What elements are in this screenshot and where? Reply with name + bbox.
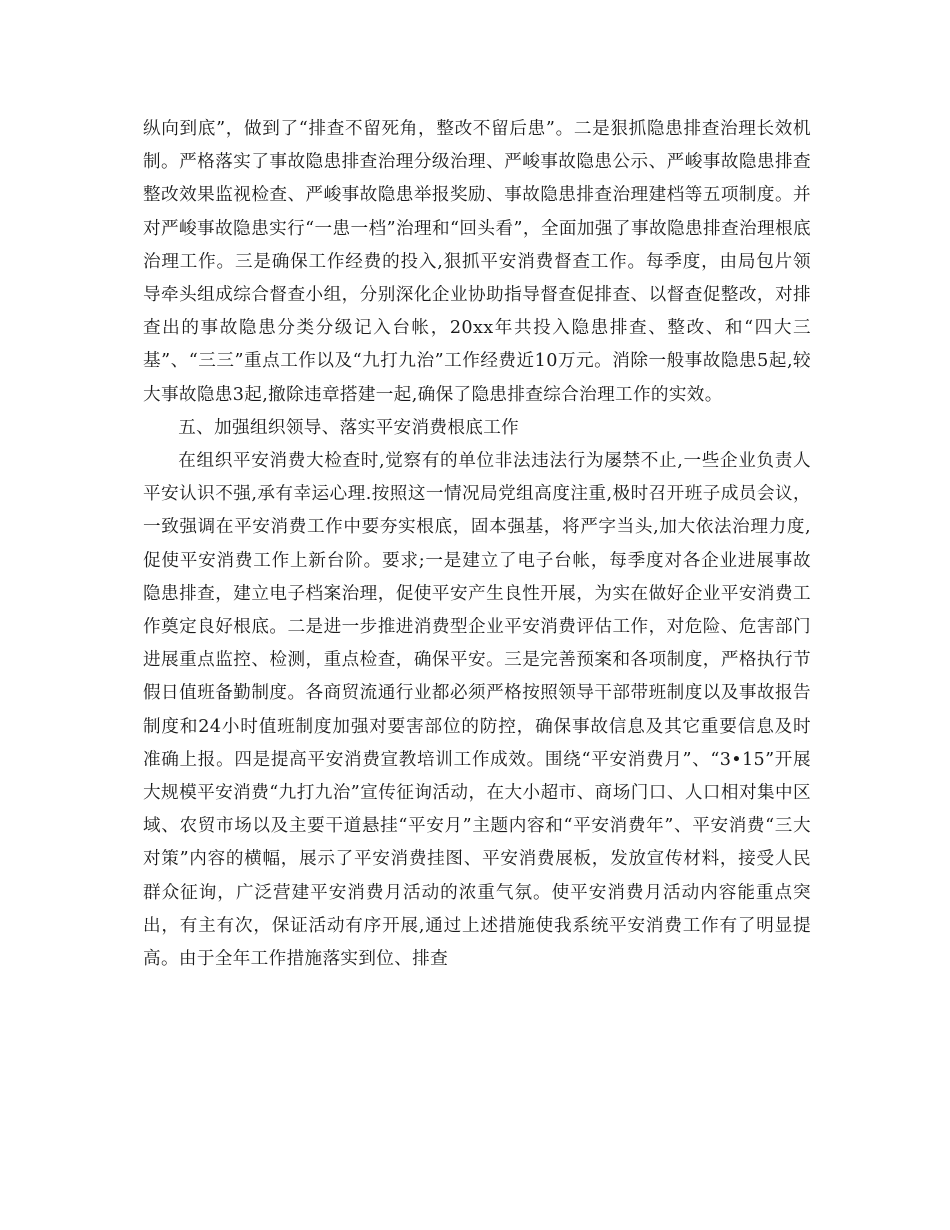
- body-paragraph-2: 在组织平安消费大检查时,觉察有的单位非法违法行为屡禁不止,一些企业负责人平安认识不强,承有幸运心理.按照这一情况局党组高度注重,极时召开班子成员会议，一致强调在平安消费工作中要夯实根底，固本强基，将严字当头,加大依法治理力度,促使平安消费工作上新台阶。要求;一是建立了电子台帐，每季度对各企业进展事故隐患排查，建立电子档案治理，促使平安产生良性开展，为实在做好企业平安消费工作奠定良好根底。二是进一步推进消费型企业平安消费评估工作，对危险、危害部门进展重点监控、检测，重点检查，确保平安。三是完善预案和各项制度，严格执行节假日值班备勤制度。各商贸流通行业都必须严格按照领导干部带班制度以及事故报告制度和24小时值班制度加强对要害部位的防控，确保事故信息及其它重要信息及时准确上报。四是提高平安消费宣教培训工作成效。围绕“平安消费月”、“3•15”开展大规模平安消费“九打九治”宣传征询活动，在大小超市、商场门口、人口相对集中区域、农贸市场以及主要干道悬挂“平安月”主题内容和“平安消费年”、平安消费“三大对策”内容的横幅，展示了平安消费挂图、平安消费展板，发放宣传材料，接受人民群众征询，广泛营建平安消费月活动的浓重气氛。使平安消费月活动内容能重点突出，有主有次，保证活动有序开展,通过上述措施使我系统平安消费工作有了明显提高。由于全年工作措施落实到位、排查: [143, 451, 811, 970]
- document-page: [143, 113, 811, 976]
- section-heading-5: 五、加强组织领导、落实平安消费根底工作: [178, 417, 520, 438]
- body-paragraph-1: 纵向到底”，做到了“排查不留死角，整改不留后患”。二是狠抓隐患排查治理长效机制。严格落实了事故隐患排查治理分级治理、严峻事故隐患公示、严峻事故隐患排查整改效果监视检查、严峻事故隐患举报奖励、事故隐患排查治理建档等五项制度。并对严峻事故隐患实行“一患一档”治理和“回头看”，全面加强了事故隐患排查治理根底治理工作。三是确保工作经费的投入,狠抓平安消费督查工作。每季度，由局包片领导牵头组成综合督查小组，分别深化企业协助指导督查促排查、以督查促整改，对排查出的事故隐患分类分级记入台帐，20xx年共投入隐患排查、整改、和“四大三基”、“三三”重点工作以及“九打九治”工作经费近10万元。消除一般事故隐患5起,较大事故隐患3起,撤除违章搭建一起,确保了隐患排查综合治理工作的实效。: [143, 119, 811, 405]
